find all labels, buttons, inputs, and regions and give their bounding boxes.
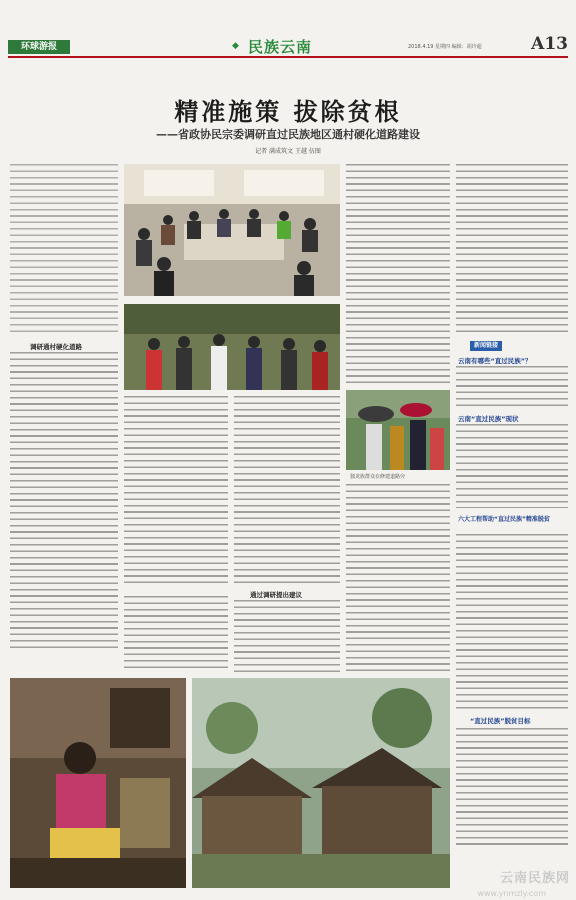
article-subtitle: ——省政协民宗委调研直过民族地区通村硬化道路建设 [156, 128, 420, 141]
column-3-text [124, 396, 228, 588]
header-rule [8, 56, 568, 58]
watermark-logo: 云南民族网 [499, 871, 570, 886]
group-photo [124, 304, 340, 390]
column-8-text [124, 596, 228, 670]
intro-text-block [10, 164, 118, 332]
village-photo [192, 678, 450, 888]
sidebar-text-4 [456, 728, 568, 848]
page-number: A13 [531, 34, 568, 54]
column-4-text [234, 396, 340, 584]
logo-text: 环球游报 [20, 42, 57, 52]
subhead-suggestions: 通过调研提出建议 [250, 591, 302, 599]
sidebar-text-2 [456, 424, 568, 508]
article-title: 精准施策 拔除贫根 [174, 97, 402, 126]
meeting-photo [124, 164, 340, 296]
paper-logo [8, 40, 70, 54]
villagers-photo [346, 390, 450, 470]
column-5-text [346, 164, 450, 384]
page-header [0, 0, 576, 62]
byline: 记者 满成筑文 王越 伍图 [255, 148, 321, 155]
weaving-photo [10, 678, 186, 888]
sidebar-head-4: “直过民族”脱贫目标 [470, 717, 531, 725]
sidebar-label: 新闻链接 [470, 341, 502, 351]
column-9-text [234, 600, 340, 674]
sidebar-head-3: 六大工程帮助“直过民族”精准脱贫 [458, 516, 550, 523]
watermark-url: www.ynmzly.com [477, 889, 546, 898]
column-2-text [10, 352, 118, 652]
section-title: 民族云南 [248, 38, 313, 56]
sidebar-head-2: 云南“直过民族”现状 [458, 415, 519, 423]
sidebar-head-1: 云南有哪些“直过民族”？ [458, 357, 532, 365]
column-7-text [346, 484, 450, 674]
column-6-text [456, 164, 568, 334]
sidebar-text-3 [456, 534, 568, 710]
dateline: 2018.4.19 星期四 编辑：胡玲超 [408, 44, 482, 50]
photo-caption: 独龙族群众在修建道路旁 [350, 474, 406, 480]
sidebar-text-1 [456, 366, 568, 410]
subhead-research: 调研通村硬化道路 [30, 343, 82, 351]
section-deco-icon: ◆ [232, 41, 239, 51]
